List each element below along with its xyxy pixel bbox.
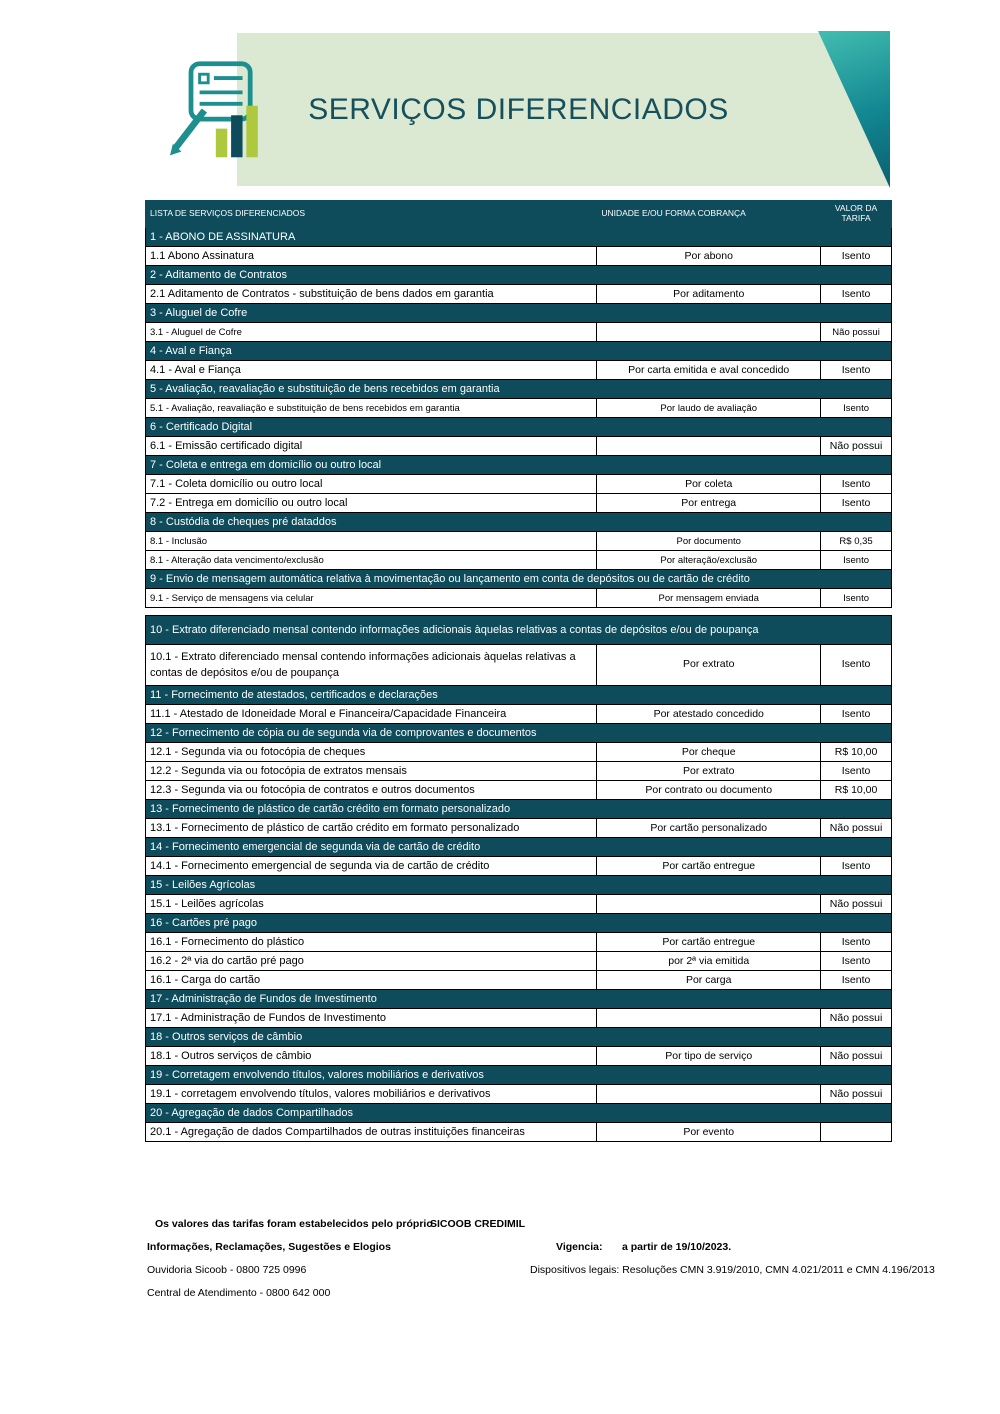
section-title: 3 - Aluguel de Cofre (146, 304, 892, 323)
value-cell: Não possui (821, 437, 892, 456)
section-title: 16 - Cartões pré pago (146, 914, 892, 933)
section-header-row (146, 456, 892, 475)
service-cell: 16.2 - 2ª via do cartão pré pago (146, 952, 597, 971)
service-cell: 10.1 - Extrato diferenciado mensal contendo informações adicionais àquelas relativas a contas de depósitos e/ou de poupança (146, 645, 597, 686)
footer-info-line: Informações, Reclamações, Sugestões e Elogios (147, 1241, 391, 1253)
unit-cell: Por cartão entregue (597, 933, 821, 952)
section-title: 5 - Avaliação, reavaliação e substituição de bens recebidos em garantia (146, 380, 892, 399)
value-cell: R$ 10,00 (821, 743, 892, 762)
service-cell: 20.1 - Agregação de dados Compartilhados de outras instituições financeiras (146, 1123, 597, 1142)
service-cell: 12.1 - Segunda via ou fotocópia de cheques (146, 743, 597, 762)
service-row (146, 285, 892, 304)
value-cell (821, 1123, 892, 1142)
service-row (146, 952, 892, 971)
service-row (146, 743, 892, 762)
section-title: 4 - Aval e Fiança (146, 342, 892, 361)
section-header-row (146, 1066, 892, 1085)
spacer-cell (146, 608, 892, 616)
unit-cell: Por laudo de avaliação (597, 399, 821, 418)
service-cell: 16.1 - Fornecimento do plástico (146, 933, 597, 952)
value-cell: Não possui (821, 1085, 892, 1104)
service-cell: 8.1 - Alteração data vencimento/exclusão (146, 551, 597, 570)
footer-legal: Dispositivos legais: Resoluções CMN 3.919/2010, CMN 4.021/2011 e CMN 4.196/2013 (530, 1264, 935, 1276)
footer-validity-label: Vigencia: (556, 1241, 603, 1253)
service-cell: 4.1 - Aval e Fiança (146, 361, 597, 380)
section-title: 10 - Extrato diferenciado mensal contendo informações adicionais àquelas relativas a contas de depósitos e/ou de poupança (146, 616, 892, 645)
value-cell: R$ 0,35 (821, 532, 892, 551)
value-cell: Isento (821, 933, 892, 952)
service-row (146, 645, 892, 686)
unit-cell: Por evento (597, 1123, 821, 1142)
unit-cell (597, 1009, 821, 1028)
value-cell: Isento (821, 645, 892, 686)
section-header-row (146, 266, 892, 285)
value-cell: Isento (821, 857, 892, 876)
unit-cell: Por contrato ou documento (597, 781, 821, 800)
section-header-row (146, 876, 892, 895)
service-row (146, 781, 892, 800)
footer-established-entity: SICOOB CREDIMIL (430, 1218, 526, 1230)
col-header-value: VALOR DA TARIFA (821, 201, 892, 228)
service-row (146, 933, 892, 952)
section-title: 17 - Administração de Fundos de Investimento (146, 990, 892, 1009)
section-title: 9 - Envio de mensagem automática relativa à movimentação ou lançamento em conta de depósitos ou de cartão de crédito (146, 570, 892, 589)
value-cell: Não possui (821, 323, 892, 342)
service-cell: 7.1 - Coleta domicílio ou outro local (146, 475, 597, 494)
section-title: 2 - Aditamento de Contratos (146, 266, 892, 285)
section-header-row (146, 228, 892, 247)
section-title: 19 - Corretagem envolvendo títulos, valores mobiliários e derivativos (146, 1066, 892, 1085)
section-header-row (146, 570, 892, 589)
section-title: 12 - Fornecimento de cópia ou de segunda via de comprovantes e documentos (146, 724, 892, 743)
section-title: 6 - Certificado Digital (146, 418, 892, 437)
service-cell: 1.1 Abono Assinatura (146, 247, 597, 266)
unit-cell: Por extrato (597, 762, 821, 781)
service-cell: 16.1 - Carga do cartão (146, 971, 597, 990)
section-header-row (146, 800, 892, 819)
section-title: 20 - Agregação de dados Compartilhados (146, 1104, 892, 1123)
section-title: 11 - Fornecimento de atestados, certificados e declarações (146, 686, 892, 705)
service-cell: 2.1 Aditamento de Contratos - substituição de bens dados em garantia (146, 285, 597, 304)
services-table-wrap (145, 200, 892, 1142)
section-header-row (146, 990, 892, 1009)
unit-cell: por 2ª via emitida (597, 952, 821, 971)
service-cell: 13.1 - Fornecimento de plástico de cartão crédito em formato personalizado (146, 819, 597, 838)
service-row (146, 762, 892, 781)
section-title: 14 - Fornecimento emergencial de segunda via de cartão de crédito (146, 838, 892, 857)
service-row (146, 971, 892, 990)
service-cell: 9.1 - Serviço de mensagens via celular (146, 589, 597, 608)
unit-cell: Por coleta (597, 475, 821, 494)
value-cell: Isento (821, 762, 892, 781)
unit-cell: Por carta emitida e aval concedido (597, 361, 821, 380)
value-cell: Não possui (821, 1009, 892, 1028)
section-title: 15 - Leilões Agrícolas (146, 876, 892, 895)
value-cell: Não possui (821, 895, 892, 914)
footer-validity-value: a partir de 19/10/2023. (622, 1241, 732, 1253)
service-row (146, 1085, 892, 1104)
unit-cell: Por abono (597, 247, 821, 266)
section-header-row (146, 1104, 892, 1123)
section-header-row (146, 1028, 892, 1047)
service-cell: 19.1 - corretagem envolvendo títulos, valores mobiliários e derivativos (146, 1085, 597, 1104)
service-row (146, 532, 892, 551)
page-title: SERVIÇOS DIFERENCIADOS (308, 92, 729, 126)
section-title: 13 - Fornecimento de plástico de cartão crédito em formato personalizado (146, 800, 892, 819)
unit-cell: Por aditamento (597, 285, 821, 304)
section-title: 7 - Coleta e entrega em domicílio ou outro local (146, 456, 892, 475)
table-header-row (146, 201, 892, 228)
service-cell: 12.2 - Segunda via ou fotocópia de extratos mensais (146, 762, 597, 781)
value-cell: Isento (821, 589, 892, 608)
value-cell: Isento (821, 475, 892, 494)
unit-cell: Por entrega (597, 494, 821, 513)
value-cell: Isento (821, 361, 892, 380)
service-row (146, 247, 892, 266)
footer-established-prefix: Os valores das tarifas foram estabelecidos pelo próprio (155, 1218, 433, 1230)
section-header-row (146, 686, 892, 705)
value-cell: Isento (821, 494, 892, 513)
unit-cell: Por alteração/exclusão (597, 551, 821, 570)
unit-cell: Por mensagem enviada (597, 589, 821, 608)
service-cell: 17.1 - Administração de Fundos de Investimento (146, 1009, 597, 1028)
service-cell: 14.1 - Fornecimento emergencial de segunda via de cartão de crédito (146, 857, 597, 876)
services-table (145, 200, 892, 1142)
service-cell: 5.1 - Avaliação, reavaliação e substituição de bens recebidos em garantia (146, 399, 597, 418)
section-title: 1 - ABONO DE ASSINATURA (146, 228, 892, 247)
unit-cell (597, 895, 821, 914)
section-header-row (146, 304, 892, 323)
section-header-row (146, 380, 892, 399)
service-row (146, 361, 892, 380)
footer-ouvidoria: Ouvidoria Sicoob - 0800 725 0996 (147, 1264, 307, 1276)
section-header-row (146, 914, 892, 933)
unit-cell: Por carga (597, 971, 821, 990)
section-header-row (146, 838, 892, 857)
service-row (146, 589, 892, 608)
value-cell: Não possui (821, 819, 892, 838)
value-cell: Isento (821, 285, 892, 304)
spacer-row (146, 608, 892, 616)
service-row (146, 857, 892, 876)
section-header-row (146, 616, 892, 645)
service-cell: 8.1 - Inclusão (146, 532, 597, 551)
service-cell: 11.1 - Atestado de Idoneidade Moral e Financeira/Capacidade Financeira (146, 705, 597, 724)
title-banner (237, 33, 890, 186)
service-row (146, 819, 892, 838)
service-row (146, 1123, 892, 1142)
service-cell: 18.1 - Outros serviços de câmbio (146, 1047, 597, 1066)
service-cell: 6.1 - Emissão certificado digital (146, 437, 597, 456)
value-cell: R$ 10,00 (821, 781, 892, 800)
unit-cell: Por extrato (597, 645, 821, 686)
service-row (146, 1047, 892, 1066)
unit-cell: Por cartão personalizado (597, 819, 821, 838)
unit-cell (597, 323, 821, 342)
service-cell: 15.1 - Leilões agrícolas (146, 895, 597, 914)
section-header-row (146, 724, 892, 743)
value-cell: Isento (821, 952, 892, 971)
service-row (146, 475, 892, 494)
section-title: 18 - Outros serviços de câmbio (146, 1028, 892, 1047)
service-cell: 3.1 - Aluguel de Cofre (146, 323, 597, 342)
section-header-row (146, 513, 892, 532)
unit-cell: Por documento (597, 532, 821, 551)
section-header-row (146, 342, 892, 361)
service-row (146, 437, 892, 456)
service-row (146, 323, 892, 342)
unit-cell: Por atestado concedido (597, 705, 821, 724)
value-cell: Isento (821, 551, 892, 570)
value-cell: Não possui (821, 1047, 892, 1066)
service-row (146, 895, 892, 914)
logo (155, 58, 290, 163)
value-cell: Isento (821, 247, 892, 266)
service-row (146, 494, 892, 513)
value-cell: Isento (821, 971, 892, 990)
page-footer (0, 1215, 1000, 1310)
service-row (146, 399, 892, 418)
col-header-unit: UNIDADE E/OU FORMA COBRANÇA (597, 201, 821, 228)
value-cell: Isento (821, 399, 892, 418)
footer-central: Central de Atendimento - 0800 642 000 (147, 1287, 331, 1299)
section-title: 8 - Custódia de cheques pré dataddos (146, 513, 892, 532)
col-header-services: LISTA DE SERVIÇOS DIFERENCIADOS (146, 201, 597, 228)
value-cell: Isento (821, 705, 892, 724)
unit-cell: Por cartão entregue (597, 857, 821, 876)
service-row (146, 1009, 892, 1028)
section-header-row (146, 418, 892, 437)
unit-cell: Por cheque (597, 743, 821, 762)
unit-cell (597, 1085, 821, 1104)
services-table-body (146, 228, 892, 1142)
service-cell: 7.2 - Entrega em domicílio ou outro local (146, 494, 597, 513)
service-row (146, 705, 892, 724)
document-chart-icon (155, 58, 290, 163)
unit-cell: Por tipo de serviço (597, 1047, 821, 1066)
service-row (146, 551, 892, 570)
unit-cell (597, 437, 821, 456)
service-cell: 12.3 - Segunda via ou fotocópia de contratos e outros documentos (146, 781, 597, 800)
